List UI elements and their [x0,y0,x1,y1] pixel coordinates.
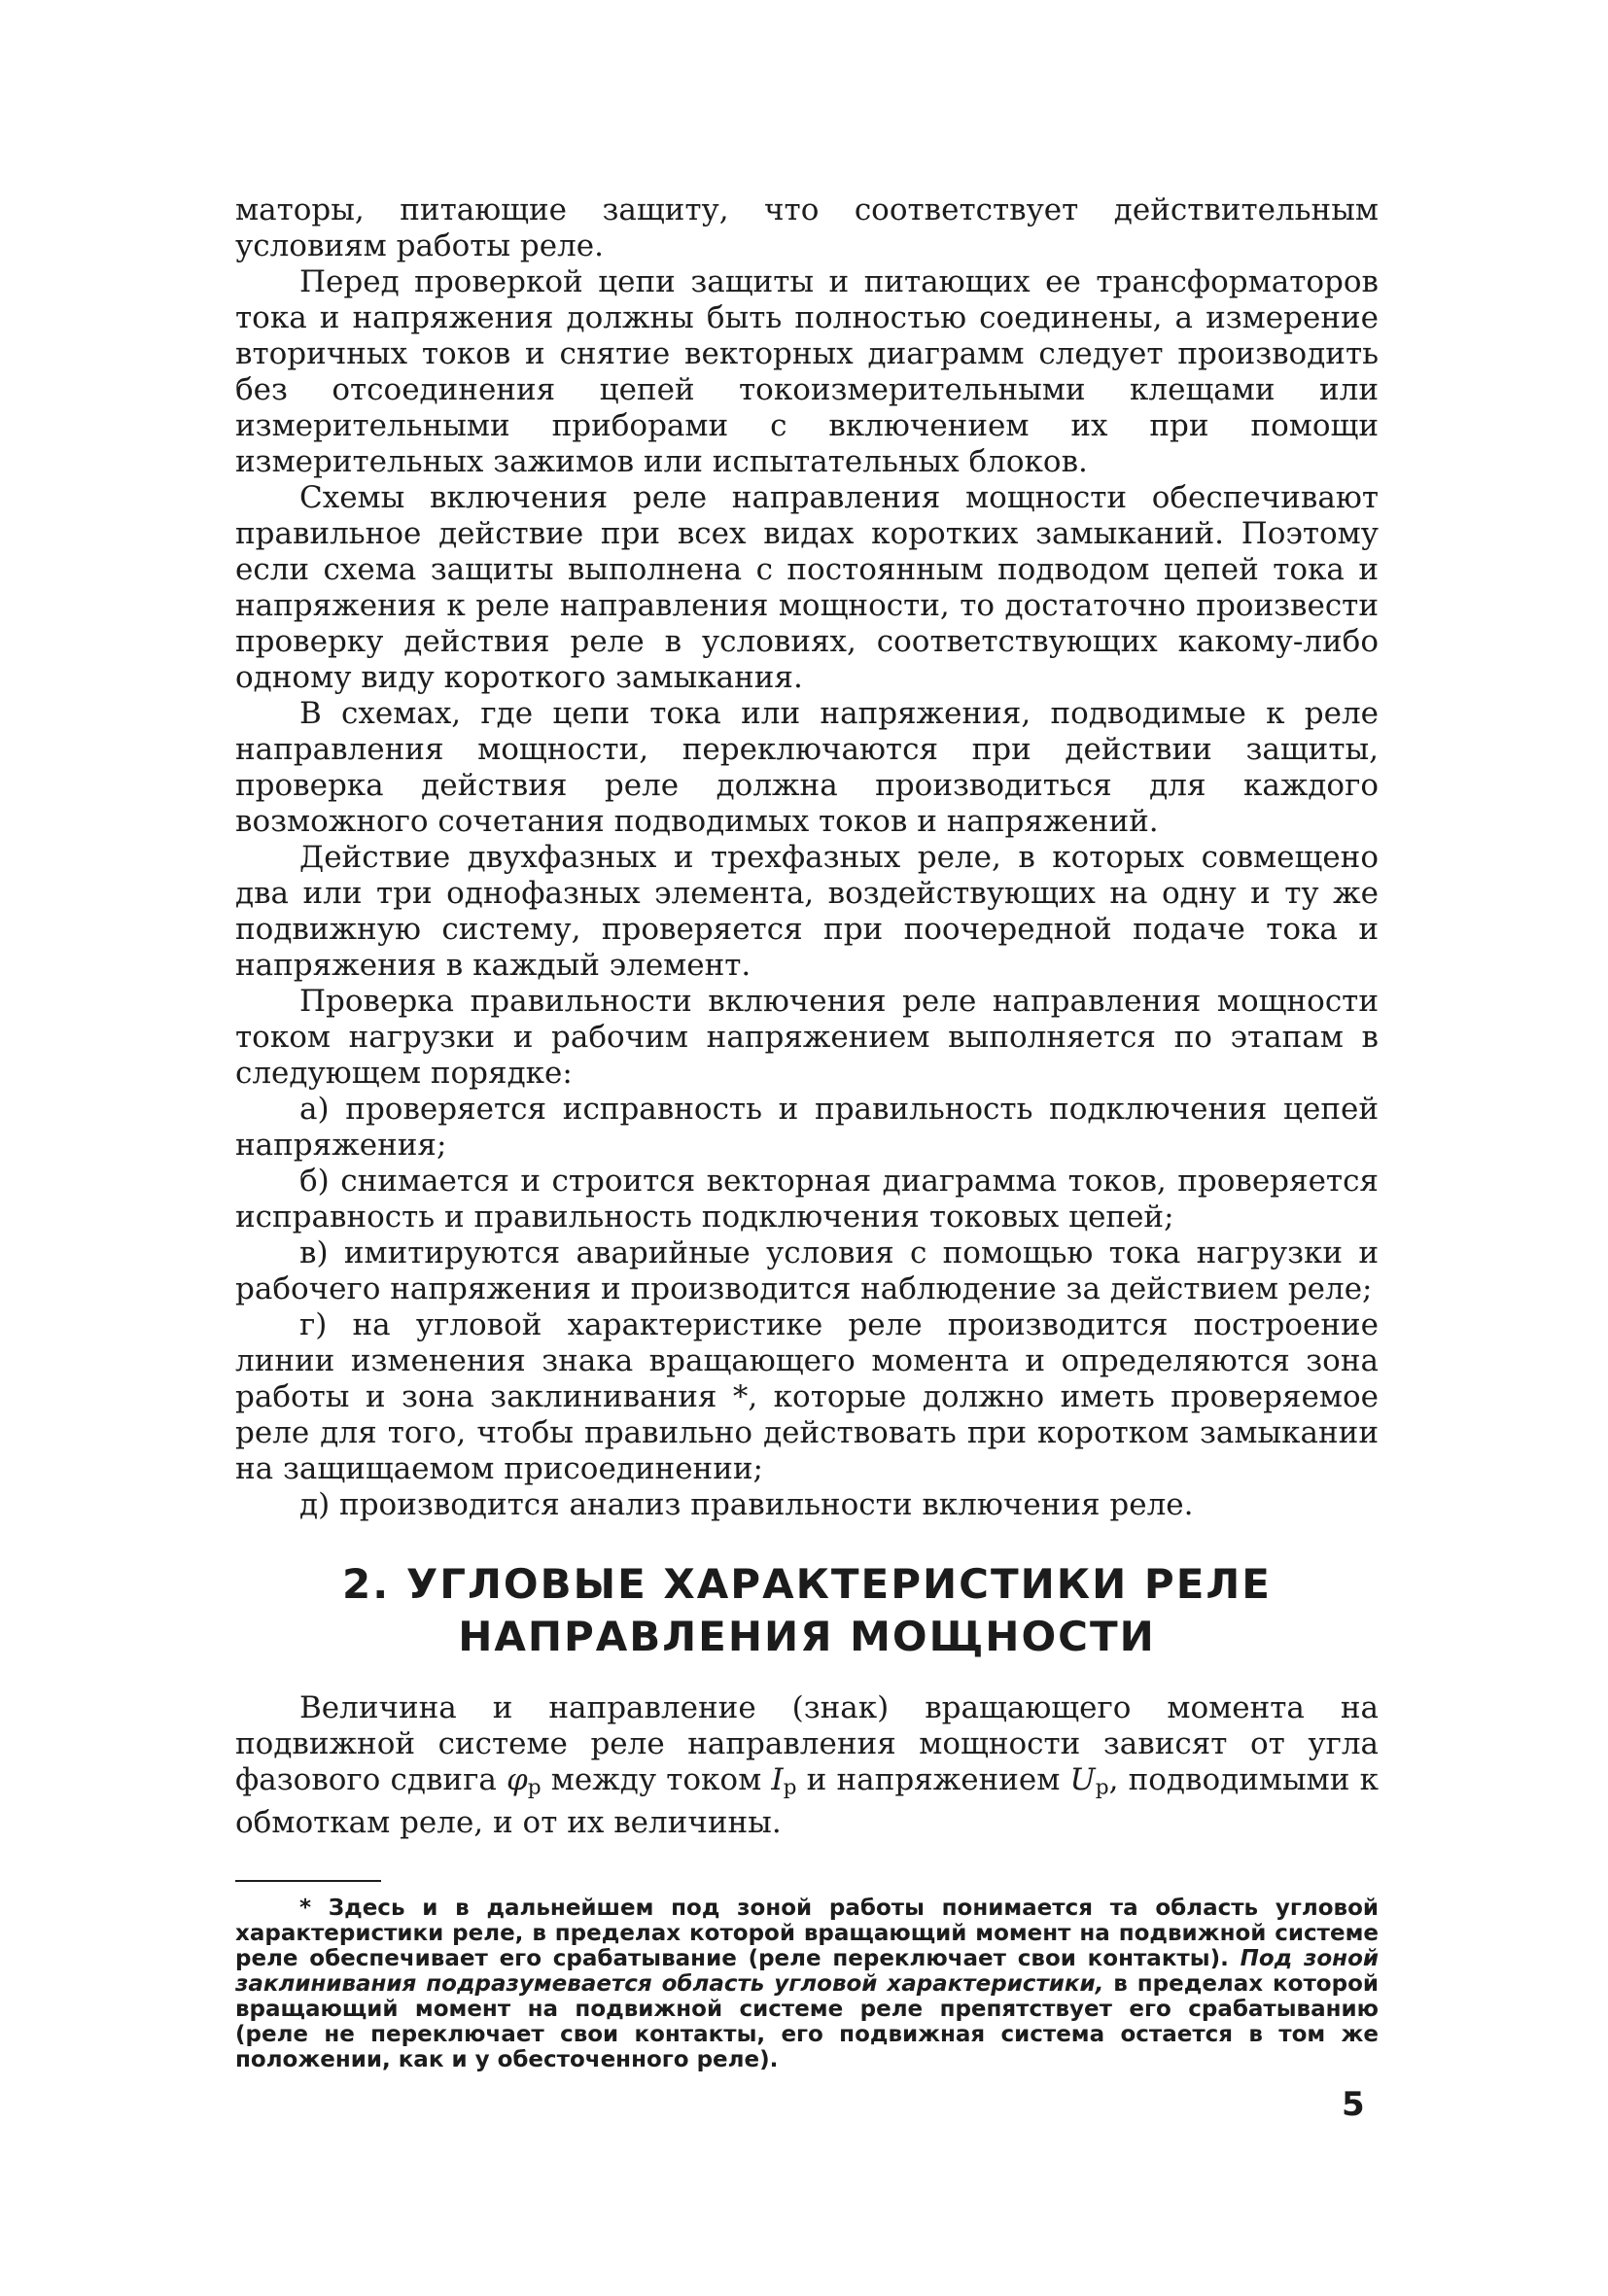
footnote [235,1896,1379,2072]
phi-subscript: р [527,1775,542,1800]
list-item-a: а) проверяется исправность и правильность подключения цепей напряжения; [235,1092,1379,1163]
paragraph-switched-circuits: В схемах, где цепи тока или напряжения, подводимые к реле направления мощности, переключаются при действии защиты, проверка действия реле должна производиться для каждого возможного сочетания подводимых токов и напряжений. [235,696,1379,839]
footnote-italic-text: Под зоной заклинивания подразумевается область угловой характеристики, [235,1946,1379,1998]
section-heading-line2: НАПРАВЛЕНИЯ МОЩНОСТИ [458,1613,1156,1660]
paragraph-connection-schemes: Схемы включения реле направления мощности обеспечивают правильное действие при всех видах коротких замыканий. Поэтому если схема защиты выполнена с постоянным подводом цепей тока и напряжения к реле направления мощности, то достаточно произвести проверку действия реле в условиях, соответствующих какому-либо одному виду короткого замыкания. [235,480,1379,695]
footnote-rest-text: в пределах которой вращающий момент на подвижной системе реле препятствует его срабатыванию (реле не переключает свои контакты, его подвижная система остается в том же положении, как и у обесточенного реле). [235,1971,1379,2073]
paragraph-continuation: маторы, питающие защиту, что соответствует действительным условиям работы реле. [235,192,1379,263]
paragraph-verification-circuits: Перед проверкой цепи защиты и питающих ее трансформаторов тока и напряжения должны быть полностью соединены, а измерение вторичных токов и снятие векторных диаграмм следует производить без отсоединения цепей токоизмерительными клещами или измерительными приборами с включением их при помощи измерительных зажимов или испытательных блоков. [235,264,1379,479]
footnote-regular-text: * Здесь и в дальнейшем под зоной работы понимается та область угловой характеристики реле, в пределах которой вращающий момент на подвижной системе реле обеспечивает его срабатывание (реле переключает свои контакты). [235,1896,1379,1972]
list-item-v: в) имитируются аварийные условия с помощью тока нагрузки и рабочего напряжения и производится наблюдение за действием реле; [235,1235,1379,1306]
voltage-subscript: р [1095,1775,1109,1800]
paragraph-multiphase-relays: Действие двухфазных и трехфазных реле, в которых совмещено два или три однофазных элемента, воздействующих на одну и ту же подвижную систему, проверяется при поочередной подаче тока и напряжения в каждый элемент. [235,840,1379,983]
section-heading [235,1558,1379,1663]
paragraph-torque [235,1690,1379,1841]
current-subscript: р [783,1775,797,1800]
section-heading-line1: 2. УГЛОВЫЕ ХАРАКТЕРИСТИКИ РЕЛЕ [342,1560,1272,1608]
paragraph-load-check: Проверка правильности включения реле направления мощности током нагрузки и рабочим напряжением выполняется по этапам в следующем порядке: [235,984,1379,1091]
body-paragraphs [235,192,1379,1523]
page-number: 5 [1342,2085,1365,2124]
voltage-symbol: U [1069,1762,1096,1797]
torque-text-part1: Величина и направление (знак) вращающего момента на подвижной системе реле направления мощности зависят от угла фазового сдвига [235,1690,1379,1797]
list-item-d: д) производится анализ правильности включения реле. [299,1487,1194,1522]
list-item-b: б) снимается и строится векторная диаграмма токов, проверяется исправность и правильность подключения токовых цепей; [235,1164,1379,1235]
phi-symbol: φ [506,1762,528,1797]
page-content [235,192,1379,2072]
torque-text-part4: , подводимыми к обмоткам реле, и от их величины. [235,1762,1379,1841]
torque-text-part3: и напряжением [796,1762,1070,1797]
current-symbol: I [771,1762,784,1797]
torque-text-part2: между током [541,1762,772,1797]
list-item-g: г) на угловой характеристике реле производится построение линии изменения знака вращающего момента и определяются зона работы и зона заклинивания *, которые должно иметь проверяемое реле для того, чтобы правильно действовать при коротком замыкании на защищаемом присоединении; [235,1307,1379,1486]
footnote-divider [235,1880,381,1882]
